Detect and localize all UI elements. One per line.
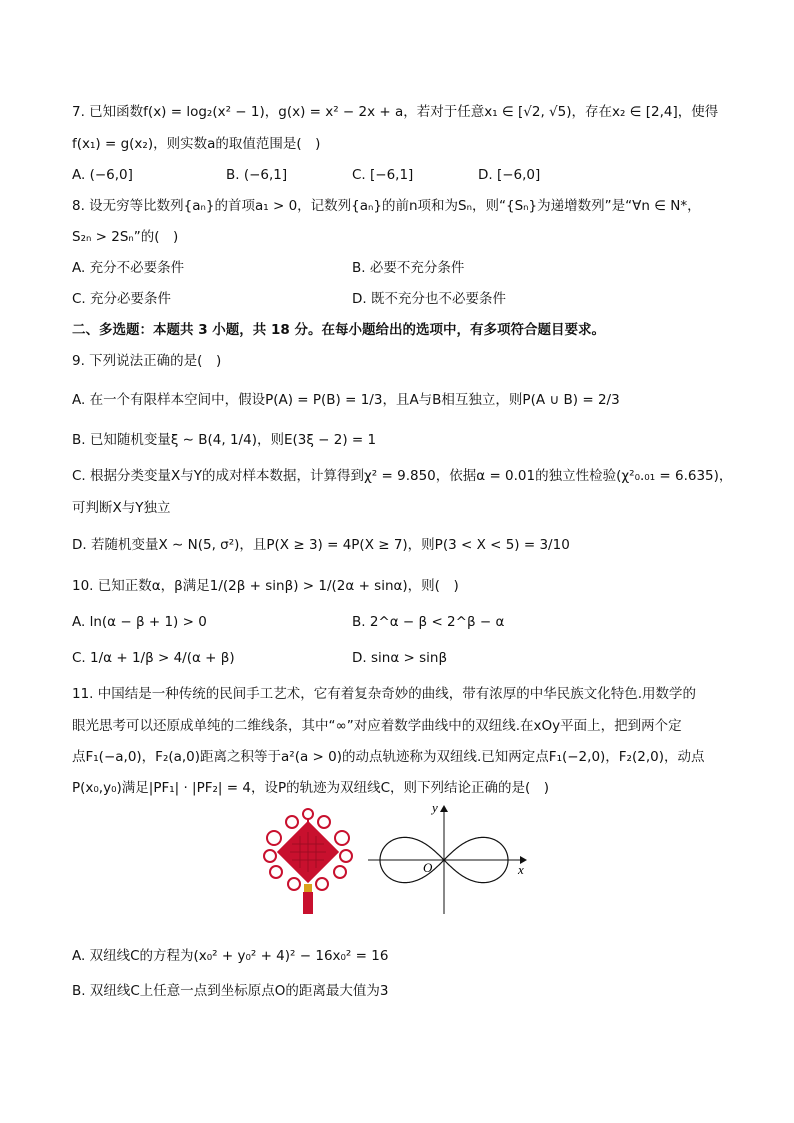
q10-option-c: C. 1/α + 1/β > 4/(α + β) bbox=[72, 650, 235, 666]
q8-option-c: C. 充分必要条件 bbox=[72, 291, 172, 307]
q10-option-b: B. 2^α − β < 2^β − α bbox=[352, 614, 505, 630]
q8-stem-line2: S₂ₙ > 2Sₙ”的( ) bbox=[72, 229, 179, 245]
q9-stem: 9. 下列说法正确的是( ) bbox=[72, 353, 222, 369]
q11-stem-line3: 点F₁(−a,0)，F₂(a,0)距离之积等于a²(a > 0)的动点轨迹称为双纽线.已知两定点F₁(−2,0)，F₂(2,0)，动点 bbox=[72, 749, 705, 765]
q9-option-c-line1: C. 根据分类变量X与Y的成对样本数据，计算得到χ² = 9.850，依据α = 0.01的独立性检验(χ²₀.₀₁ = 6.635)， bbox=[72, 468, 733, 484]
q8-option-a: A. 充分不必要条件 bbox=[72, 260, 185, 276]
q9-option-a: A. 在一个有限样本空间中，假设P(A) = P(B) = 1/3，且A与B相互独立，则P(A ∪ B) = 2/3 bbox=[72, 392, 620, 408]
q9-option-b: B. 已知随机变量ξ ∼ B(4, 1/4)，则E(3ξ − 2) = 1 bbox=[72, 432, 377, 448]
q10-option-d: D. sinα > sinβ bbox=[352, 650, 448, 666]
origin-label: O bbox=[423, 860, 433, 875]
q8-option-d: D. 既不充分也不必要条件 bbox=[352, 291, 506, 307]
q7-option-c: C. [−6,1] bbox=[352, 167, 414, 183]
q10-option-a: A. ln(α − β + 1) > 0 bbox=[72, 614, 207, 630]
section-heading-multiple-choice: 二、多选题：本题共 3 小题，共 18 分。在每小题给出的选项中，有多项符合题目要求。 bbox=[72, 322, 605, 338]
q8-option-b: B. 必要不充分条件 bbox=[352, 260, 465, 276]
q7-option-a: A. (−6,0] bbox=[72, 167, 133, 183]
q7-option-b: B. (−6,1] bbox=[226, 167, 288, 183]
y-axis-label: y bbox=[432, 800, 438, 815]
q9-option-d: D. 若随机变量X ∼ N(5, σ²)，且P(X ≥ 3) = 4P(X ≥ 7)，则P(3 < X < 5) = 3/10 bbox=[72, 537, 570, 553]
q7-stem-line1: 7. 已知函数f(x) = log₂(x² − 1)，g(x) = x² − 2x + a，若对于任意x₁ ∈ [√2, √5)，存在x₂ ∈ [2,4]，使得 bbox=[72, 104, 719, 120]
x-axis-label: x bbox=[518, 862, 524, 877]
q10-stem: 10. 已知正数α，β满足1/(2β + sinβ) > 1/(2α + sinα)，则( ) bbox=[72, 578, 459, 594]
q11-stem-line4: P(x₀,y₀)满足|PF₁| · |PF₂| = 4，设P的轨迹为双纽线C，则下列结论正确的是( ) bbox=[72, 780, 550, 796]
q11-option-a: A. 双纽线C的方程为(x₀² + y₀² + 4)² − 16x₀² = 16 bbox=[72, 948, 389, 964]
q9-option-c-line2: 可判断X与Y独立 bbox=[72, 500, 171, 516]
lemniscate-figure bbox=[368, 800, 532, 916]
q11-stem-line2: 眼光思考可以还原成单纯的二维线条，其中“∞”对应着数学曲线中的双纽线.在xOy平面上，把到两个定 bbox=[72, 718, 682, 734]
q11-option-b: B. 双纽线C上任意一点到坐标原点O的距离最大值为3 bbox=[72, 983, 389, 999]
q7-stem-line2: f(x₁) = g(x₂)，则实数a的取值范围是( ) bbox=[72, 136, 321, 152]
q7-option-d: D. [−6,0] bbox=[478, 167, 541, 183]
chinese-knot-illustration bbox=[262, 804, 354, 916]
q8-stem-line1: 8. 设无穷等比数列{aₙ}的首项a₁ > 0，记数列{aₙ}的前n项和为Sₙ，则“{Sₙ}为递增数列”是“∀n ∈ N*， bbox=[72, 198, 701, 214]
q11-stem-line1: 11. 中国结是一种传统的民间手工艺术，它有着复杂奇妙的曲线，带有浓厚的中华民族文化特色.用数学的 bbox=[72, 686, 697, 702]
